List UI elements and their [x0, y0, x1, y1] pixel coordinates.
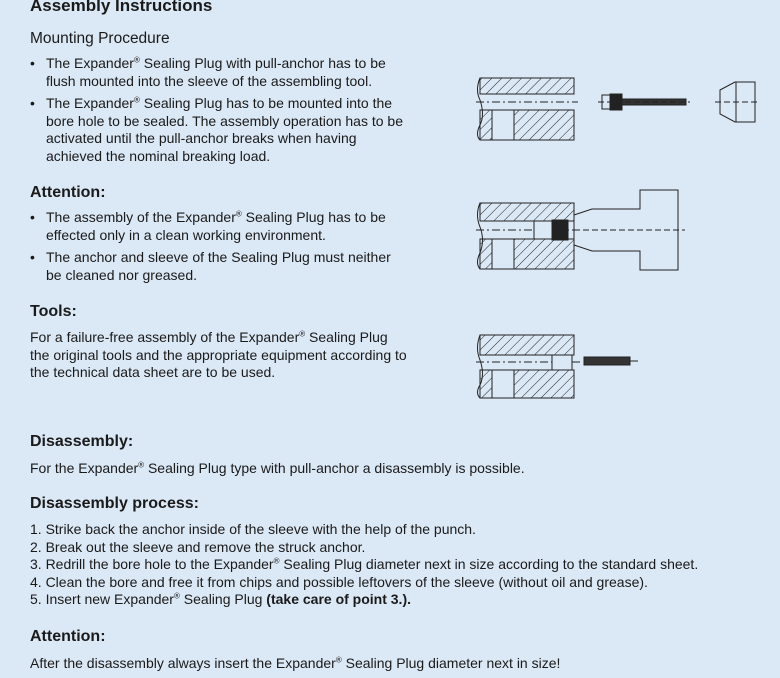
- attention-list: [30, 209, 410, 289]
- process-step: 1. Strike back the anchor inside of the sleeve with the help of the punch.: [30, 521, 476, 537]
- process-steps: [30, 521, 750, 609]
- page-title: Assembly Instructions: [30, 0, 213, 15]
- broken-anchor: [584, 357, 638, 365]
- process-step: 3. Redrill the bore hole to the Expander® Sealing Plug diameter next in size according to the standard sheet.: [30, 556, 699, 572]
- assembling-tool: [715, 82, 760, 122]
- plug-in-bore: [552, 355, 572, 370]
- process-step: 4. Clean the bore and free it from chips and possible leftovers of the sleeve (without oil and grease).: [30, 573, 648, 590]
- workpiece-section: [476, 78, 578, 140]
- disassembly-heading: Disassembly:: [30, 433, 134, 450]
- plug-with-anchor: [598, 94, 690, 110]
- attention2-heading: Attention:: [30, 628, 106, 645]
- tools-heading: Tools:: [30, 303, 77, 320]
- finished-drawing: [470, 330, 670, 400]
- tools-text: For a failure-free assembly of the Expander® Sealing Plug the original tools and the appropriate equipment according to the technical data sheet are to be used.: [30, 329, 407, 380]
- process-step: 5. Insert new Expander® Sealing Plug (take care of point 3.).: [30, 591, 411, 607]
- attention-item-1: • The assembly of the Expander® Sealing Plug has to be effected only in a clean working environment.: [30, 209, 410, 244]
- disassembly-text: For the Expander® Sealing Plug type with pull-anchor a disassembly is possible.: [30, 460, 525, 476]
- assembling-tool: [574, 190, 685, 270]
- mounting-drawing: [470, 70, 770, 150]
- mounting-item-2: • The Expander® Sealing Plug has to be mounted into the bore hole to be sealed. The assembly operation has to be activated until the pull-anchor breaks when having achieved the nominal breaking load.: [30, 95, 410, 165]
- mounting-item-1: • The Expander® Sealing Plug with pull-anchor has to be flush mounted into the sleeve of the assembling tool.: [30, 55, 410, 90]
- attention-item-2: • The anchor and sleeve of the Sealing Plug must neither be cleaned nor greased.: [30, 249, 410, 284]
- process-step: 2. Break out the sleeve and remove the struck anchor.: [30, 538, 366, 555]
- process-heading: Disassembly process:: [30, 495, 199, 512]
- attention2-text: After the disassembly always insert the Expander® Sealing Plug diameter next in size!: [30, 655, 561, 671]
- attention-heading: Attention:: [30, 184, 106, 201]
- assembly-drawing: [470, 185, 690, 275]
- mounting-list: [30, 55, 410, 170]
- plug-in-bore: [534, 220, 568, 240]
- mounting-heading: Mounting Procedure: [30, 30, 170, 47]
